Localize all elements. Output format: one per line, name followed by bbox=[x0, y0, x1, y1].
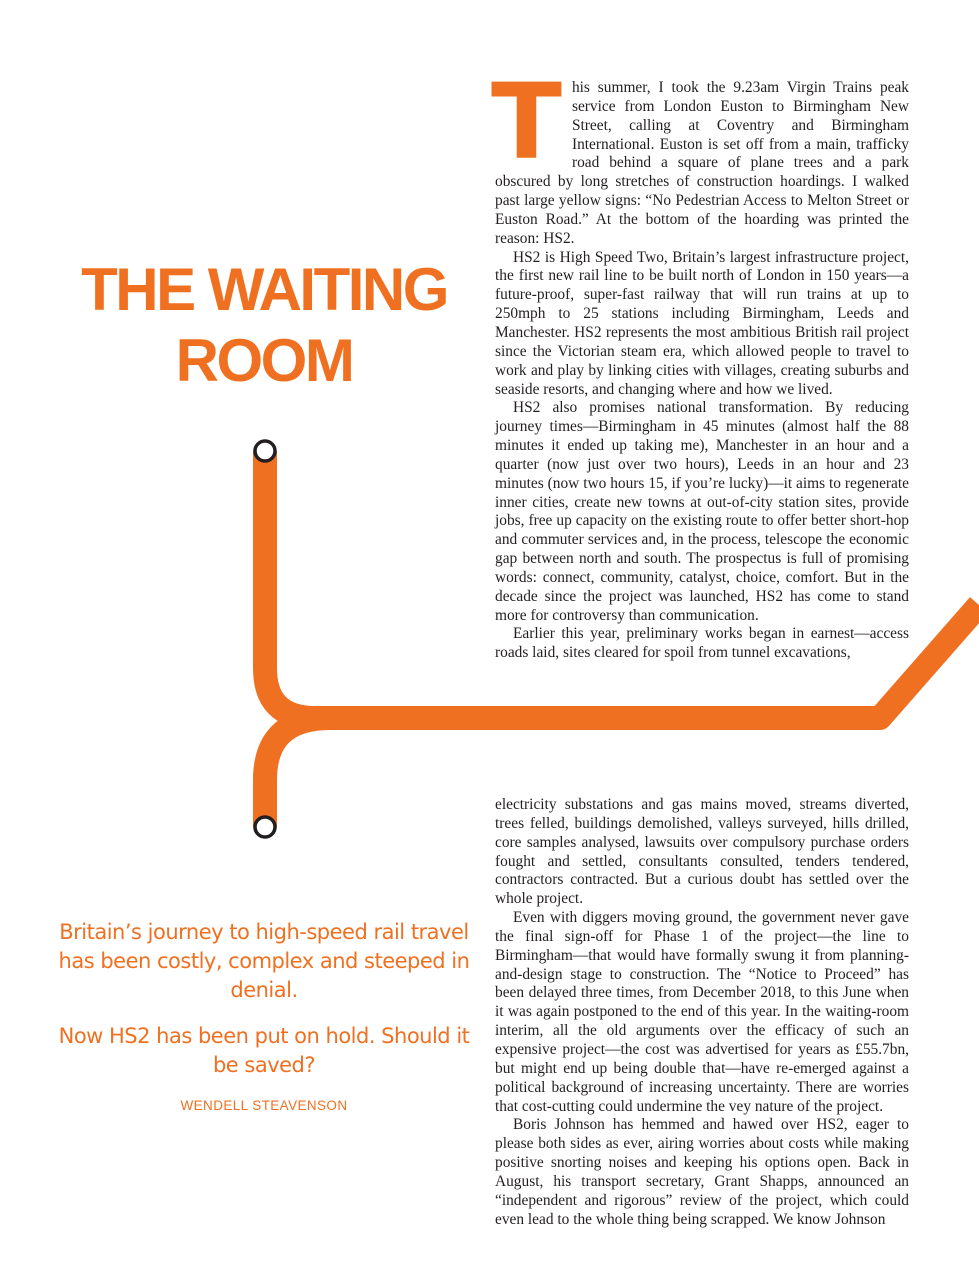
drop-cap: T bbox=[491, 61, 562, 183]
article-paragraph: Boris Johnson has hemmed and hawed over HS2, eager to please both sides as ever, airing worries about costs while making positive snorting noises and keeping his options open. Back in August, his transport secretary, Grant Shapps, announced an “independent and rigorous” review of the project, which could even lead to the whole thing being scrapped. We know Johnson bbox=[495, 1116, 909, 1228]
article-paragraph: electricity substations and gas mains moved, streams diverted, trees felled, buildings demolished, valleys surveyed, hills drilled, core samples analysed, lawsuits over compulsory purchase orders fought and settled, consultants consulted, tenders tendered, contractors contracted. But a curious doubt has settled over the whole project. bbox=[495, 796, 909, 908]
byline: WENDELL STEAVENSON bbox=[180, 1098, 348, 1113]
article-column-2 bbox=[495, 796, 909, 1229]
article-paragraph: Earlier this year, preliminary works began in earnest—access roads laid, sites cleared for spoil from tunnel excavations, bbox=[495, 625, 909, 662]
headline-line-1: THE WAITING bbox=[81, 256, 447, 323]
headline bbox=[40, 254, 488, 396]
station-stop-icon bbox=[255, 441, 275, 461]
headline-line-2: ROOM bbox=[175, 327, 353, 394]
rail-branch-line bbox=[265, 718, 330, 827]
article-paragraph: HS2 is High Speed Two, Britain’s largest infrastructure project, the first new rail line to be built north of London in 150 years—a future-proof, super-fast railway that will run trains at up to 250mph to 25 stations including Birmingham, Leeds and Manchester. HS2 represents the most ambitious British rail project since the Victorian steam era, which allowed people to travel to work and play by linking cities with villages, creating suburbs and seaside resorts, and changing where and how we lived. bbox=[495, 248, 909, 398]
article-paragraph: HS2 also promises national transformation. By reducing journey times—Birmingham in 45 minutes (almost half the 88 minutes it ended up taking me), Manchester in an hour and a quarter (now just over two hours), Leeds in an hour and 23 minutes (now two hours 15, if you’re lucky)—it aims to regenerate inner cities, create new towns at out-of-city station sites, provide jobs, free up capacity on the existing route to offer better short-hop and commuter services and, in the process, telescope the economic gap between north and south. The prospectus is full of promising words: connect, community, catalyst, choice, comfort. But in the decade since the project was launched, HS2 has come to stand more for controversy than communication. bbox=[495, 399, 909, 624]
article-paragraph: Even with diggers moving ground, the government never gave the final sign-off for Phase 1 of the project—the line to Birmingham—that would have formally swung it from planning-and-design stage to construction. The “Notice to Proceed” has been delayed three times, from December 2018, to this June when it was again postponed to the end of this year. In the waiting-room interim, all the old arguments over the efficacy of such an expensive project—the cost was advertised for years as £55.7bn, but might end up being double that—have re-emerged against a political background of increasing uncertainty. There are worries that cost-cutting could undermine the vey nature of the project. bbox=[495, 909, 909, 1115]
article-paragraph: This summer, I took the 9.23am Virgin Trains peak service from London Euston to Birmingham New Street, calling at Coventry and Birmingham International. Euston is set off from a main, trafficky road behind a square of plane trees and a park obscured by long stretches of construction hoardings. I walked past large yellow signs: “No Pedestrian Access to Melton Street or Euston Road.” At the bottom of the hoarding was printed the reason: HS2. bbox=[491, 61, 909, 247]
station-stop-icon bbox=[255, 817, 275, 837]
standfirst bbox=[56, 918, 472, 1115]
standfirst-line-2: Now HS2 has been put on hold. Should it be saved? bbox=[58, 1024, 470, 1077]
article-column-1 bbox=[491, 61, 909, 663]
standfirst-line-1: Britain’s journey to high-speed rail travel has been costly, complex and steeped in denial. bbox=[58, 920, 470, 1002]
